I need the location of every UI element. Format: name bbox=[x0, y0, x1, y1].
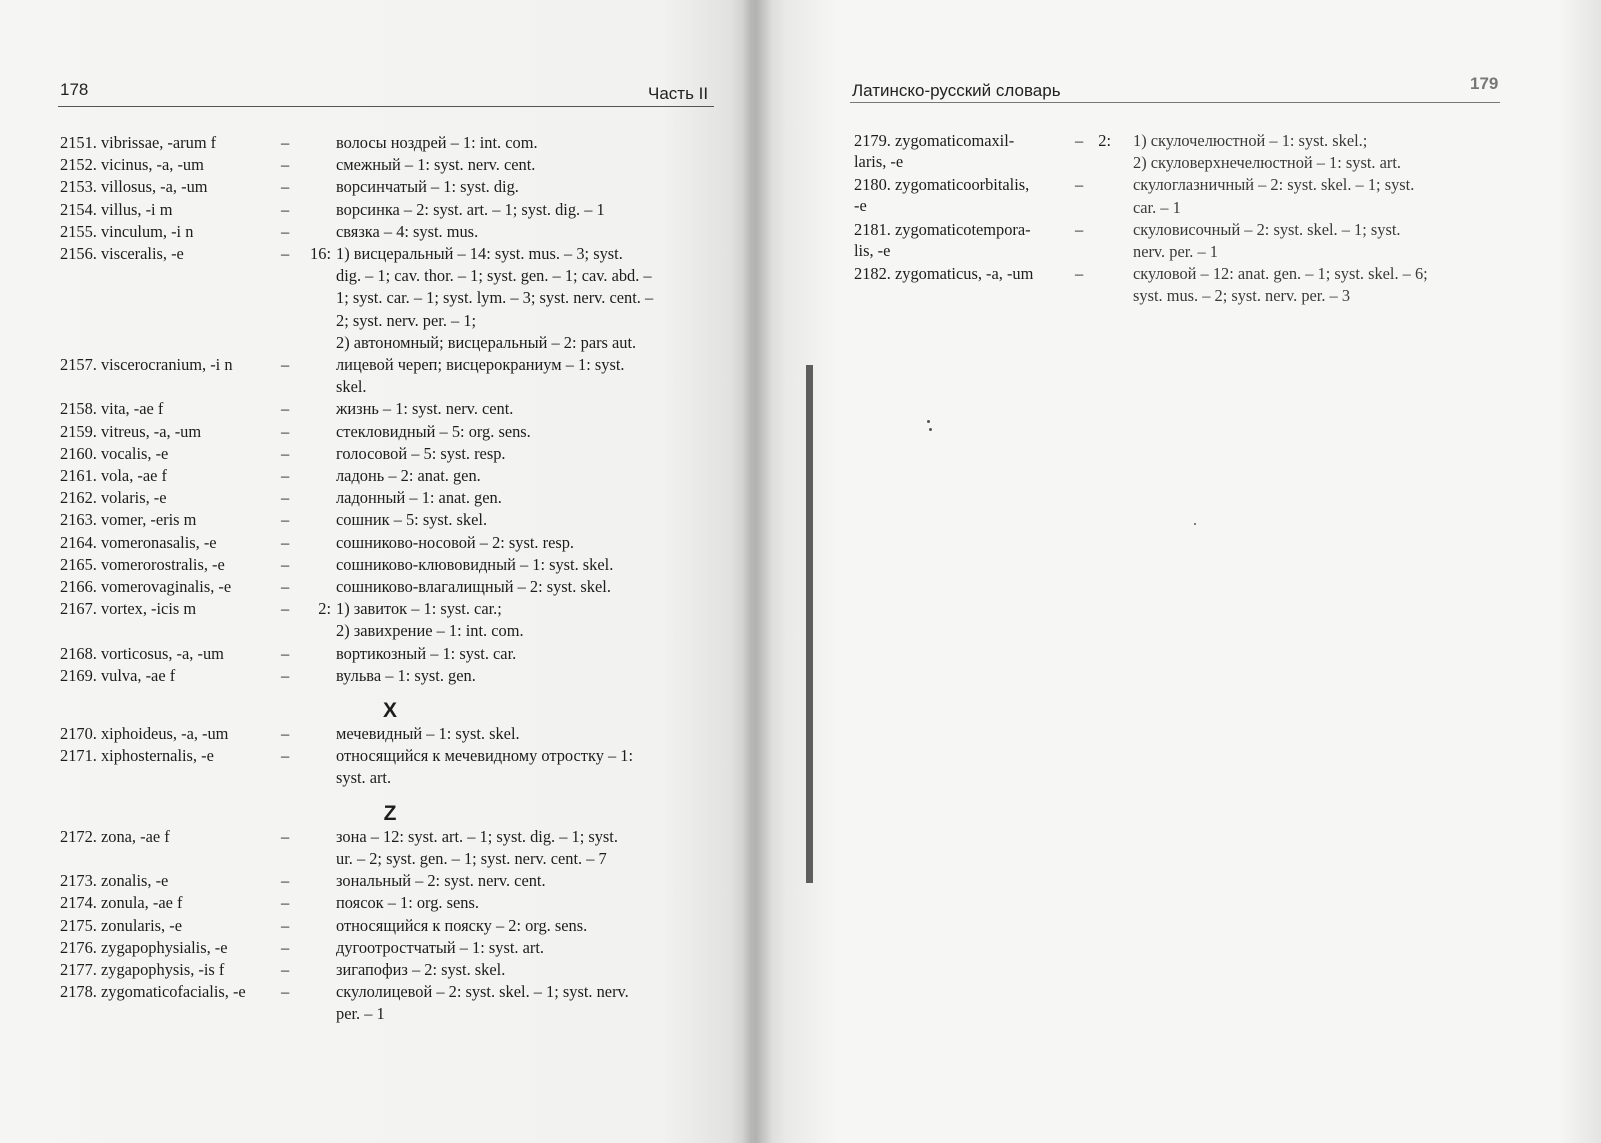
entry-headword: 2152. vicinus, -a, -um bbox=[60, 155, 204, 175]
scan-speck bbox=[927, 420, 930, 423]
entry-headword: 2175. zonularis, -e bbox=[60, 915, 182, 935]
left-page-number: 178 bbox=[60, 80, 89, 99]
entry-dash: – bbox=[281, 488, 290, 508]
entry-headword-line: -e bbox=[854, 196, 867, 216]
right-header-rule bbox=[850, 102, 1500, 103]
definition-line: 2) автономный; висцеральный – 2: pars aut. bbox=[336, 332, 637, 352]
definition-line: жизнь – 1: syst. nerv. cent. bbox=[336, 399, 514, 419]
spacer bbox=[60, 790, 720, 802]
entry-headword: 2170. xiphoideus, -a, -um bbox=[60, 724, 229, 744]
entry-definition bbox=[336, 576, 720, 598]
entry-headword: 2156. visceralis, -e bbox=[60, 244, 184, 264]
entry-definition bbox=[336, 243, 720, 354]
entry-headword bbox=[854, 174, 1029, 216]
entry-definition bbox=[336, 421, 720, 443]
definition-line: стекловидный – 5: org. sens. bbox=[336, 421, 531, 441]
entry-dash: – bbox=[281, 155, 290, 175]
definition-line: волосы ноздрей – 1: int. com. bbox=[336, 133, 538, 152]
definition-line: ворсинчатый – 1: syst. dig. bbox=[336, 177, 519, 197]
definition-line: skel. bbox=[336, 377, 367, 397]
entry-dash: – bbox=[281, 665, 290, 685]
entry-definition bbox=[1133, 130, 1554, 174]
entry-headword: 2173. zonalis, -e bbox=[60, 871, 169, 891]
spacer bbox=[60, 687, 720, 699]
entry-headword: 2174. zonula, -ae f bbox=[60, 893, 183, 913]
entry-dash: – bbox=[281, 399, 290, 419]
dictionary-entry bbox=[60, 745, 720, 789]
entry-definition bbox=[336, 937, 720, 959]
entry-dash: – bbox=[281, 221, 290, 241]
entry-definition bbox=[336, 532, 720, 554]
entry-definition bbox=[336, 354, 720, 398]
entry-dash: – bbox=[281, 355, 290, 375]
entry-definition bbox=[336, 598, 720, 642]
entry-headword: 2158. vita, -ae f bbox=[60, 399, 164, 419]
definition-line: лицевой череп; висцерокраниум – 1: syst. bbox=[336, 355, 625, 375]
entry-definition bbox=[336, 132, 720, 154]
definition-line: ладонный – 1: anat. gen. bbox=[336, 488, 502, 508]
entry-headword-line: 2179. zygomaticomaxil- bbox=[854, 131, 1015, 150]
entry-definition bbox=[336, 509, 720, 531]
entry-definition bbox=[1133, 219, 1554, 263]
entry-headword: 2161. vola, -ae f bbox=[60, 466, 167, 486]
entry-headword: 2159. vitreus, -a, -um bbox=[60, 421, 202, 441]
definition-line: связка – 4: syst. mus. bbox=[336, 221, 479, 241]
entry-definition bbox=[336, 745, 720, 789]
entry-headword: 2155. vinculum, -i n bbox=[60, 221, 194, 241]
margin-bar bbox=[806, 365, 813, 883]
entry-dash: – bbox=[281, 199, 290, 219]
dictionary-entry bbox=[60, 243, 720, 354]
entry-dash: – bbox=[281, 577, 290, 597]
entry-headword: 2178. zygomaticofacialis, -e bbox=[60, 982, 246, 1002]
entry-dash: – bbox=[1075, 264, 1084, 284]
entry-dash: – bbox=[281, 133, 290, 152]
entry-dash: – bbox=[281, 724, 290, 744]
definition-line: поясок – 1: org. sens. bbox=[336, 893, 479, 913]
entry-definition bbox=[336, 465, 720, 487]
entry-dash: – bbox=[281, 421, 290, 441]
entry-dash: – bbox=[281, 510, 290, 530]
entry-dash: – bbox=[281, 466, 290, 486]
definition-line: 2; syst. nerv. per. – 1; bbox=[336, 310, 477, 330]
entry-dash: – bbox=[281, 532, 290, 552]
left-entry-list bbox=[60, 132, 720, 1026]
entry-definition bbox=[336, 723, 720, 745]
entry-dash: – bbox=[281, 244, 290, 264]
definition-line: dig. – 1; cav. thor. – 1; syst. gen. – 1; cav. abd. – bbox=[336, 266, 652, 286]
definition-line: относящийся к пояску – 2: org. sens. bbox=[336, 915, 588, 935]
definition-line: syst. mus. – 2; syst. nerv. per. – 3 bbox=[1133, 286, 1351, 306]
dictionary-entry bbox=[60, 959, 720, 981]
dictionary-entry bbox=[60, 826, 720, 870]
definition-line: 1; syst. car. – 1; syst. lym. – 3; syst. nerv. cent. – bbox=[336, 288, 654, 308]
entry-definition bbox=[336, 554, 720, 576]
definition-line: 2) скуловерхнечелюстной – 1: syst. art. bbox=[1133, 153, 1401, 173]
right-page-number: 179 bbox=[1470, 74, 1499, 93]
definition-line: per. – 1 bbox=[336, 1004, 385, 1024]
dictionary-entry bbox=[60, 487, 720, 509]
dictionary-entry bbox=[60, 892, 720, 914]
definition-line: голосовой – 5: syst. resp. bbox=[336, 443, 506, 463]
entry-headword: 2164. vomeronasalis, -e bbox=[60, 532, 217, 552]
entry-definition bbox=[336, 892, 720, 914]
entry-headword bbox=[854, 263, 1033, 284]
entry-definition bbox=[336, 826, 720, 870]
entry-dash: – bbox=[281, 554, 290, 574]
entry-headword-line: lis, -e bbox=[854, 240, 891, 260]
definition-line: ладонь – 2: anat. gen. bbox=[336, 466, 481, 486]
entry-dash: – bbox=[281, 982, 290, 1002]
entry-definition bbox=[1133, 174, 1554, 218]
entry-headword: 2163. vomer, -eris m bbox=[60, 510, 197, 530]
entry-headword: 2169. vulva, -ae f bbox=[60, 665, 176, 685]
right-entry-list bbox=[854, 130, 1554, 308]
entry-total-count: 2: bbox=[1098, 131, 1111, 150]
dictionary-entry bbox=[60, 354, 720, 398]
dictionary-entry bbox=[60, 509, 720, 531]
definition-line: мечевидный – 1: syst. skel. bbox=[336, 724, 520, 744]
definition-line: скулолицевой – 2: syst. skel. – 1; syst. nerv. bbox=[336, 982, 629, 1002]
entry-dash: – bbox=[281, 959, 290, 979]
definition-line: ворсинка – 2: syst. art. – 1; syst. dig. – 1 bbox=[336, 199, 605, 219]
entry-headword: 2151. vibrissae, -arum f bbox=[60, 133, 217, 152]
dictionary-entry bbox=[60, 915, 720, 937]
entry-definition bbox=[336, 199, 720, 221]
entry-headword: 2177. zygapophysis, -is f bbox=[60, 959, 225, 979]
entry-definition bbox=[336, 487, 720, 509]
entry-definition bbox=[1133, 263, 1554, 307]
entry-headword bbox=[854, 219, 1031, 261]
dictionary-entry bbox=[60, 554, 720, 576]
entry-headword: 2171. xiphosternalis, -e bbox=[60, 746, 214, 766]
entry-dash: – bbox=[1075, 131, 1084, 150]
definition-line: смежный – 1: syst. nerv. cent. bbox=[336, 155, 536, 175]
definition-line: зональный – 2: syst. nerv. cent. bbox=[336, 871, 546, 891]
entry-definition bbox=[336, 398, 720, 420]
dictionary-entry bbox=[854, 219, 1554, 263]
entry-definition bbox=[336, 154, 720, 176]
entry-headword: 2166. vomerovaginalis, -e bbox=[60, 577, 232, 597]
entry-dash: – bbox=[281, 871, 290, 891]
definition-line: зона – 12: syst. art. – 1; syst. dig. – 1; syst. bbox=[336, 826, 618, 846]
definition-line: дугоотростчатый – 1: syst. art. bbox=[336, 937, 544, 957]
dictionary-entry bbox=[60, 981, 720, 1025]
definition-line: 2) завихрение – 1: int. com. bbox=[336, 621, 524, 641]
entry-dash: – bbox=[281, 643, 290, 663]
entry-headword: 2172. zona, -ae f bbox=[60, 826, 170, 846]
entry-dash: – bbox=[1075, 219, 1084, 239]
dictionary-entry bbox=[60, 398, 720, 420]
scan-speck bbox=[929, 428, 932, 431]
dictionary-entry bbox=[60, 937, 720, 959]
entry-dash: – bbox=[1075, 175, 1084, 195]
entry-headword bbox=[854, 130, 1014, 172]
entry-dash: – bbox=[281, 443, 290, 463]
definition-line: скуловой – 12: anat. gen. – 1; syst. skel. – 6; bbox=[1133, 264, 1428, 284]
entry-definition bbox=[336, 959, 720, 981]
book-gutter bbox=[742, 0, 772, 1143]
entry-headword-line: 2181. zygomaticotempora- bbox=[854, 219, 1031, 239]
dictionary-entry bbox=[854, 130, 1554, 174]
definition-line: скулоглазничный – 2: syst. skel. – 1; syst. bbox=[1133, 175, 1415, 195]
entry-headword: 2154. villus, -i m bbox=[60, 199, 173, 219]
definition-line: сошник – 5: syst. skel. bbox=[336, 510, 488, 530]
dictionary-entry bbox=[60, 870, 720, 892]
entry-dash: – bbox=[281, 599, 290, 619]
definition-line: сошниково-влагалищный – 2: syst. skel. bbox=[336, 577, 611, 597]
dictionary-entry bbox=[60, 643, 720, 665]
dictionary-entry bbox=[60, 723, 720, 745]
definition-line: скуловисочный – 2: syst. skel. – 1; syst. bbox=[1133, 219, 1401, 239]
dictionary-entry bbox=[60, 154, 720, 176]
entry-dash: – bbox=[281, 826, 290, 846]
definition-line: 1) скулочелюстной – 1: syst. skel.; bbox=[1133, 131, 1368, 150]
entry-definition bbox=[336, 221, 720, 243]
definition-line: относящийся к мечевидному отростку – 1: bbox=[336, 746, 634, 766]
dictionary-entry bbox=[60, 132, 720, 154]
entry-dash: – bbox=[281, 937, 290, 957]
entry-headword: 2165. vomerorostralis, -e bbox=[60, 554, 225, 574]
entry-headword-line: laris, -e bbox=[854, 152, 904, 171]
definition-line: syst. art. bbox=[336, 768, 392, 788]
definition-line: car. – 1 bbox=[1133, 197, 1181, 217]
entry-definition bbox=[336, 870, 720, 892]
entry-dash: – bbox=[281, 177, 290, 197]
definition-line: nerv. per. – 1 bbox=[1133, 242, 1218, 262]
dictionary-entry bbox=[60, 176, 720, 198]
definition-line: зигапофиз – 2: syst. skel. bbox=[336, 959, 506, 979]
entry-headword: 2176. zygapophysialis, -e bbox=[60, 937, 228, 957]
entry-definition bbox=[336, 915, 720, 937]
entry-definition bbox=[336, 643, 720, 665]
dictionary-entry bbox=[60, 465, 720, 487]
definition-line: вортикозный – 1: syst. car. bbox=[336, 643, 517, 663]
dictionary-entry bbox=[60, 199, 720, 221]
dictionary-entry bbox=[60, 598, 720, 642]
definition-line: 1) завиток – 1: syst. car.; bbox=[336, 599, 502, 619]
entry-total-count: 2: bbox=[318, 599, 331, 619]
definition-line: ur. – 2; syst. gen. – 1; syst. nerv. cent. – 7 bbox=[336, 848, 607, 868]
entry-headword: 2157. viscerocranium, -i n bbox=[60, 355, 233, 375]
entry-dash: – bbox=[281, 893, 290, 913]
scan-speck bbox=[1194, 523, 1196, 525]
definition-line: сошниково-клювовидный – 1: syst. skel. bbox=[336, 554, 614, 574]
entry-headword: 2167. vortex, -icis m bbox=[60, 599, 197, 619]
entry-dash: – bbox=[281, 915, 290, 935]
entry-definition bbox=[336, 981, 720, 1025]
dictionary-entry bbox=[60, 665, 720, 687]
entry-total-count: 16: bbox=[310, 244, 331, 264]
dictionary-entry bbox=[60, 532, 720, 554]
left-running-head: Часть II bbox=[648, 84, 709, 103]
definition-line: вульва – 1: syst. gen. bbox=[336, 665, 476, 685]
dictionary-entry bbox=[60, 421, 720, 443]
dictionary-entry bbox=[854, 263, 1554, 307]
dictionary-entry bbox=[854, 174, 1554, 218]
dictionary-entry bbox=[60, 221, 720, 243]
entry-headword: 2168. vorticosus, -a, -um bbox=[60, 643, 224, 663]
definition-line: сошниково-носовой – 2: syst. resp. bbox=[336, 532, 575, 552]
entry-headword: 2162. volaris, -e bbox=[60, 488, 167, 508]
entry-headword-line: 2180. zygomaticoorbitalis, bbox=[854, 175, 1030, 195]
entry-definition bbox=[336, 443, 720, 465]
right-running-head: Латинско-русский словарь bbox=[852, 81, 1061, 100]
dictionary-entry bbox=[60, 576, 720, 598]
entry-headword: 2153. villosus, -a, -um bbox=[60, 177, 208, 197]
entry-headword-line: 2182. zygomaticus, -a, -um bbox=[854, 264, 1034, 284]
left-header-rule bbox=[58, 106, 714, 107]
entry-definition bbox=[336, 176, 720, 198]
entry-definition bbox=[336, 665, 720, 687]
definition-line: 1) висцеральный – 14: syst. mus. – 3; syst. bbox=[336, 244, 623, 264]
section-letter: X bbox=[382, 699, 397, 723]
entry-headword: 2160. vocalis, -e bbox=[60, 443, 169, 463]
dictionary-entry bbox=[60, 443, 720, 465]
section-letter: Z bbox=[383, 801, 397, 825]
entry-dash: – bbox=[281, 746, 290, 766]
